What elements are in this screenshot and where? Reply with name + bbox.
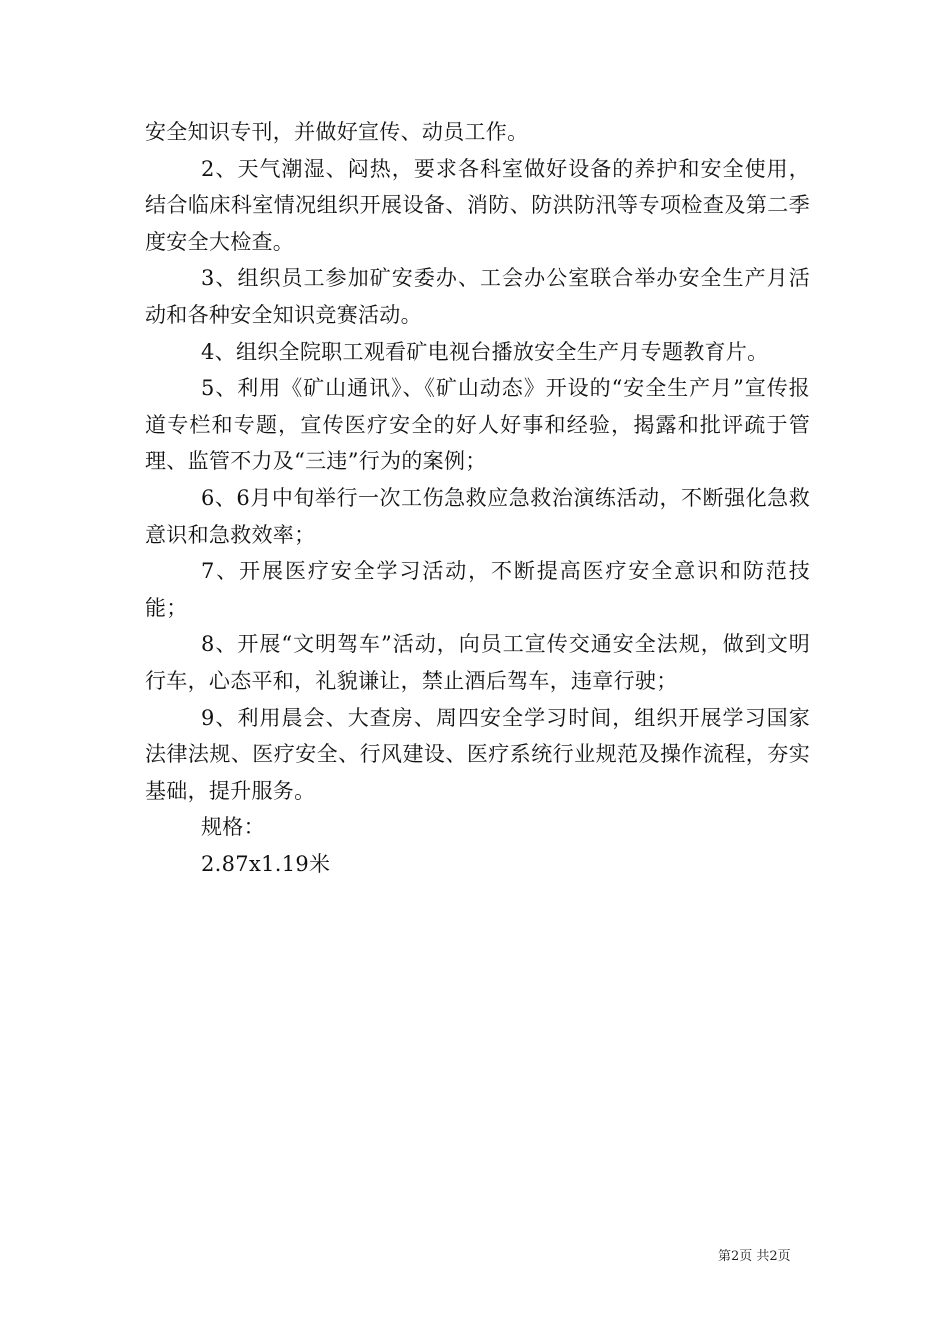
paragraph-3: 3、组织员工参加矿安委办、工会办公室联合举办安全生产月活动和各种安全知识竞赛活动。 <box>145 266 810 327</box>
page-number: 第2页 共2页 <box>718 1249 791 1264</box>
paragraph-8: 8、开展“文明驾车”活动，向员工宣传交通安全法规，做到文明行车，心态平和，礼貌谦让，禁止酒后驾车，违章行驶； <box>145 632 810 693</box>
paragraph-9: 9、利用晨会、大查房、周四安全学习时间，组织开展学习国家法律法规、医疗安全、行风建设、医疗系统行业规范及操作流程，夯实基础，提升服务。 <box>145 705 810 803</box>
paragraph-4: 4、组织全院职工观看矿电视台播放安全生产月专题教育片。 <box>201 339 769 364</box>
paragraph-2: 2、天气潮湿、闷热，要求各科室做好设备的养护和安全使用，结合临床科室情况组织开展设备、消防、防洪防汛等专项检查及第二季度安全大检查。 <box>145 156 810 254</box>
document-body <box>145 114 810 882</box>
spec-label: 规格： <box>201 815 265 840</box>
paragraph-1: 安全知识专刊，并做好宣传、动员工作。 <box>145 120 529 144</box>
paragraph-5: 5、利用《矿山通讯》、《矿山动态》开设的“安全生产月”宣传报道专栏和专题，宣传医疗安全的好人好事和经验，揭露和批评疏于管理、监管不力及“三违”行为的案例； <box>145 376 810 474</box>
spec-value: 2.87x1.19米 <box>201 851 331 876</box>
paragraph-6: 6、6月中旬举行一次工伤急救应急救治演练活动，不断强化急救意识和急救效率； <box>145 485 810 547</box>
paragraph-7: 7、开展医疗安全学习活动，不断提高医疗安全意识和防范技能； <box>145 559 810 620</box>
